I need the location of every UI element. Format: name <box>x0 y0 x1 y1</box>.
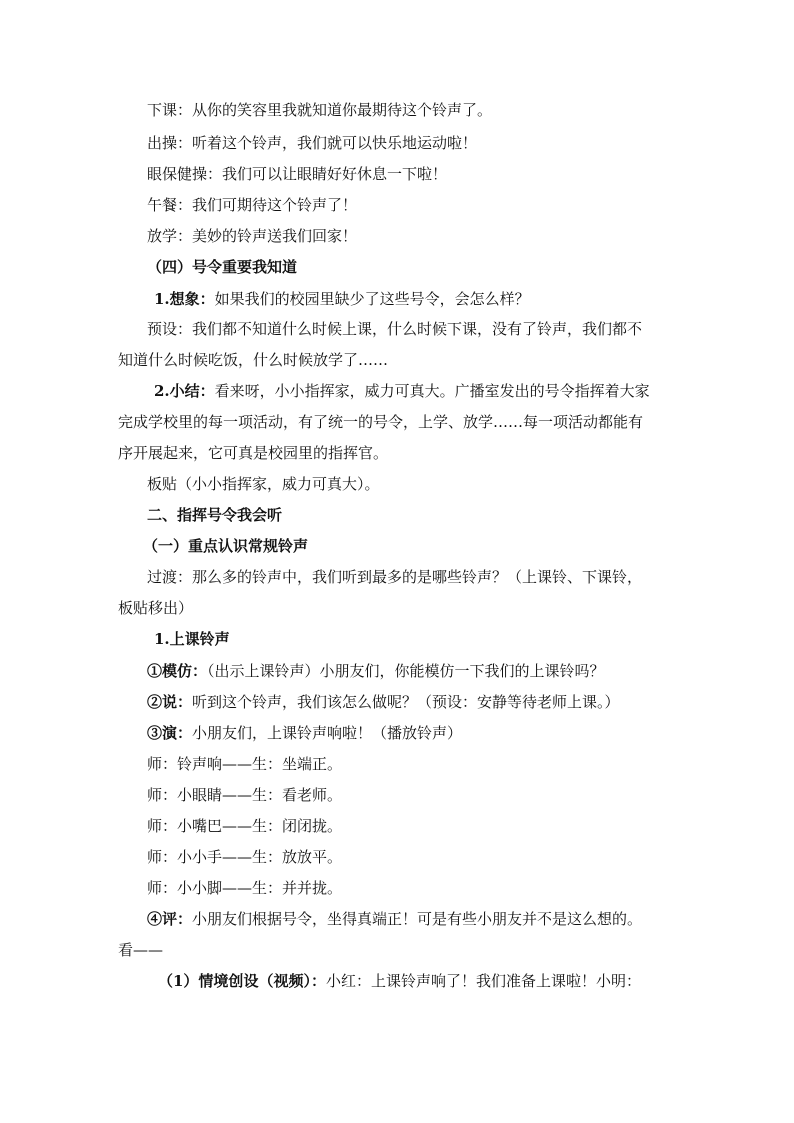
dialogue-line: 师：小嘴巴——生：闭闭拢。 <box>147 817 343 835</box>
text-line <box>147 661 605 681</box>
inline-label: 1.想象： <box>154 290 215 308</box>
section-heading: 二、指挥号令我会听 <box>147 506 283 524</box>
text-line: 看—— <box>118 941 164 959</box>
inline-label: ①模仿： <box>147 662 208 680</box>
text-line <box>158 971 641 991</box>
subsection-heading: （一）重点认识常规铃声 <box>143 537 309 555</box>
inline-text: 小红：上课铃声响了！我们准备上课啦！小明： <box>325 972 641 990</box>
inline-label: ④评： <box>147 910 193 928</box>
text-line: 预设：我们都不知道什么时候上课，什么时候下课，没有了铃声，我们都不 <box>147 320 643 338</box>
inline-text: 如果我们的校园里缺少了这些号令，会怎么样？ <box>214 290 530 308</box>
inline-text: 小朋友们，上课铃声响啦！（播放铃声） <box>192 724 463 742</box>
inline-text: 听到这个铃声，我们该怎么做呢？（预设：安静等待老师上课。） <box>192 693 620 711</box>
text-line: 过渡：那么多的铃声中，我们听到最多的是哪些铃声？（上课铃、下课铃， <box>147 568 643 586</box>
dialogue-line: 师：铃声响——生：坐端正。 <box>147 755 343 773</box>
text-line: 序开展起来，它可真是校园里的指挥官。 <box>118 444 389 462</box>
inline-label: ③演： <box>147 724 193 742</box>
section-heading: （四）号令重要我知道 <box>147 258 298 276</box>
text-line: 放学：美妙的铃声送我们回家！ <box>147 227 358 245</box>
inline-label: ②说： <box>147 693 193 711</box>
text-line: 下课：从你的笑容里我就知道你最期待这个铃声了。 <box>147 101 493 119</box>
text-line <box>154 289 530 309</box>
text-line: 出操：听着这个铃声，我们就可以快乐地运动啦！ <box>147 134 478 152</box>
inline-text: 看来呀，小小指挥家，威力可真大。广播室发出的号令指挥着大家 <box>214 382 650 400</box>
inline-text: （出示上课铃声）小朋友们，你能模仿一下我们的上课铃吗？ <box>207 662 605 680</box>
text-line: 板贴移出） <box>118 599 194 617</box>
subsection-heading: 1.上课铃声 <box>154 630 230 648</box>
text-line <box>147 692 620 712</box>
text-line <box>147 723 462 743</box>
inline-text: 小朋友们根据号令，坐得真端正！可是有些小朋友并不是这么想的。 <box>192 910 643 928</box>
text-line <box>147 909 642 929</box>
text-line: 板贴（小小指挥家，威力可真大）。 <box>147 475 380 493</box>
text-line: 午餐：我们可期待这个铃声了！ <box>147 196 358 214</box>
text-line: 知道什么时候吃饭，什么时候放学了…… <box>118 351 389 369</box>
dialogue-line: 师：小小手——生：放放平。 <box>147 848 343 866</box>
dialogue-line: 师：小眼睛——生：看老师。 <box>147 786 343 804</box>
text-line: 完成学校里的每一项活动，有了统一的号令，上学、放学……每一项活动都能有 <box>118 413 644 431</box>
dialogue-line: 师：小小脚——生：并并拢。 <box>147 879 343 897</box>
text-line: 眼保健操：我们可以让眼睛好好休息一下啦！ <box>147 165 448 183</box>
inline-label: （1）情境创设（视频）： <box>158 972 326 990</box>
text-line <box>154 381 650 401</box>
inline-label: 2.小结： <box>154 382 215 400</box>
